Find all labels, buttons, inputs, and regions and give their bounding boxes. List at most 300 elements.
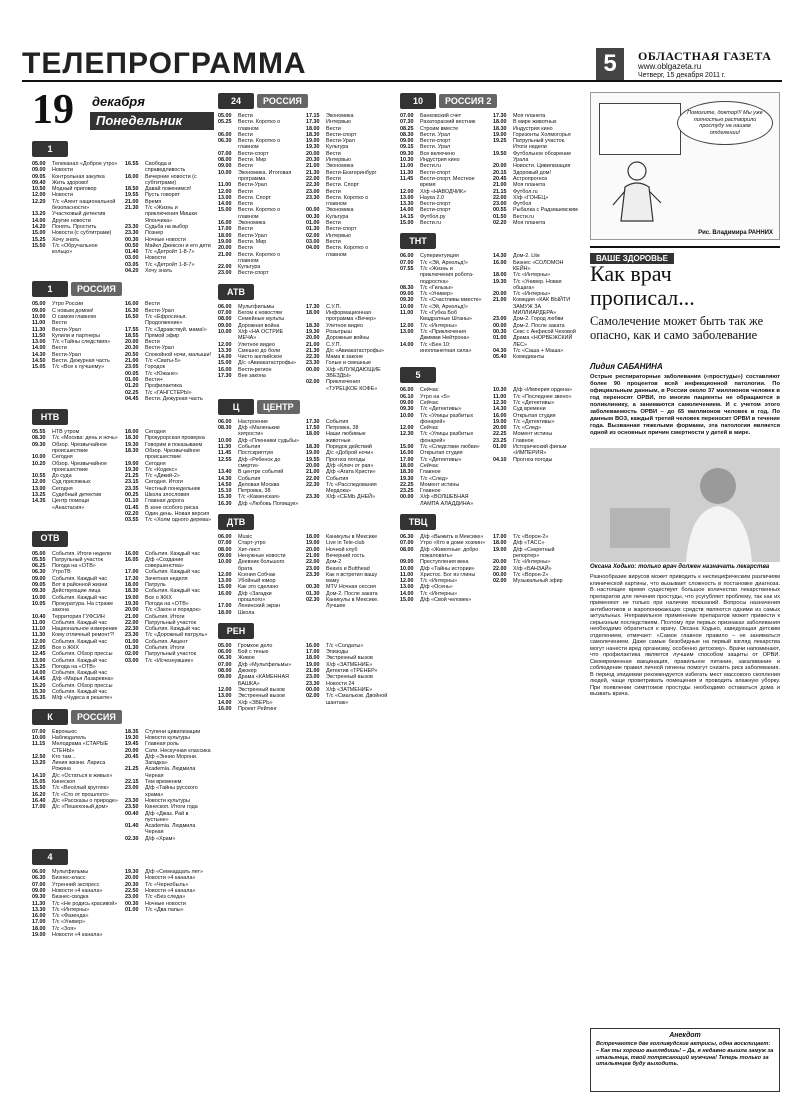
program-time: 04.45	[125, 395, 139, 402]
program-title: Громкое дело	[238, 642, 273, 649]
program-row	[218, 270, 300, 276]
program-title: Сегодня	[145, 460, 166, 467]
program-title: Экономика	[326, 113, 354, 119]
program-time: 23.30	[306, 194, 320, 201]
program-title: Интервью	[326, 232, 351, 239]
program-time: 10.00	[32, 454, 46, 461]
program-time: 22.25	[493, 431, 507, 438]
program-title: Прямой эфир	[145, 332, 180, 339]
program-time: 16.00	[125, 301, 139, 308]
program-time: 18.00	[306, 534, 320, 541]
program-time: 16.00	[218, 705, 232, 712]
program-title: События. Итоги недели	[52, 550, 111, 557]
program-title: Т/с «Счастливы вместе»	[420, 297, 482, 304]
program-title: Профилактика	[145, 383, 182, 390]
channel-logo: 24	[218, 93, 254, 109]
program-time: 12.45	[32, 651, 46, 658]
program-time: 06.00	[400, 387, 414, 394]
article-lead: Острые респираторные заболевания («простуды») составляют более 90 процентов всей инфекционной патологии. По официальным данным, в России около 37 миллионов человек в год переносят ОРВИ, по многие пациенты не обращаются в поликлинику, а занимаются самолечением. И с учетом этого заболеваемость ОРВИ – до 65 миллионов человек в год. По данным ВОЗ, каждый третий человек переносит ОРВИ в течение года. Вызванная тяжелыми формами, эта патология является одной из основных причин смертности у детей в мире.	[590, 374, 780, 436]
program-time: 10.30	[400, 157, 414, 164]
program-time: 17.00	[306, 649, 320, 656]
program-list	[493, 253, 580, 360]
program-time: 14.00	[218, 699, 232, 706]
program-time: 17.00	[493, 534, 507, 541]
program-title: Погода на «ОТВ»	[52, 563, 96, 570]
program-title: Вести-спорт	[238, 150, 269, 157]
program-time: 19.00	[125, 594, 139, 601]
program-time: 04.30	[493, 347, 507, 354]
program-row	[125, 396, 212, 402]
program-time: 17.50	[306, 425, 320, 432]
program-title: Т/с «ГАНГСТЕРЫ»	[145, 389, 192, 396]
program-title: Т/с «Детройт 1-8-7»	[145, 261, 195, 268]
program-title: Academia. Людмила Черная	[145, 766, 196, 779]
program-title: До суда	[52, 473, 72, 480]
channel-header	[32, 708, 212, 726]
program-title: Вести	[238, 113, 253, 119]
program-time: 06.30	[218, 138, 232, 145]
program-title: Экономика	[326, 163, 354, 170]
program-time: 15.50	[32, 785, 46, 792]
program-title: Ночной клуб	[326, 546, 358, 553]
program-time: 08.25	[400, 125, 414, 132]
date-weekday: Понедельник	[90, 112, 214, 130]
program-time: 11.30	[32, 900, 46, 907]
program-title: Д/с «Доброй ночи»	[326, 450, 374, 457]
channel-header	[218, 92, 388, 110]
program-time: 12.00	[218, 686, 232, 693]
program-title: Д/ф «Тайны русского храма»	[145, 785, 198, 798]
program-title: Т/с «Обручальное кольцо»	[52, 242, 98, 256]
program-time: 03.00	[125, 657, 139, 664]
program-time: 13.25	[32, 492, 46, 499]
program-title: Т/с «Детективы»	[513, 399, 555, 406]
program-time: 23.30	[306, 360, 320, 367]
date-banner	[32, 87, 212, 133]
program-title: Настроение	[238, 418, 269, 425]
program-title: Д/ф «Тайны истории»	[420, 565, 475, 572]
program-time: 20.30	[125, 345, 139, 352]
program-row	[218, 252, 300, 265]
program-time: 17.00	[125, 569, 139, 576]
program-title: Новости культуры	[145, 734, 190, 741]
program-title: Экстренный вызов	[326, 674, 373, 681]
program-time: 07.00	[32, 728, 46, 735]
program-title: Главная дорога	[145, 498, 184, 505]
program-list	[306, 534, 388, 616]
program-title: Петровка, 38	[238, 488, 271, 495]
program-time: 18.00	[493, 272, 507, 279]
program-time: 14.15	[400, 213, 414, 220]
program-time: 10.00	[400, 565, 414, 572]
program-title: Новости. Цивилизация	[513, 163, 571, 170]
program-title: Д/ф «Животные: добро пожаловать»	[420, 546, 479, 559]
program-title: Дорожные войны	[326, 335, 370, 342]
program-title: Индустрия кино	[513, 125, 553, 132]
program-time: 10.00	[400, 303, 414, 310]
program-time: 15.05	[32, 364, 46, 371]
program-title: Пусть говорят	[145, 192, 180, 199]
program-time: 21.25	[125, 766, 139, 773]
program-time: 13.30	[400, 201, 414, 208]
program-row	[400, 413, 487, 426]
program-time: 19.55	[125, 192, 139, 199]
article-headline: Как врач прописал...	[590, 261, 695, 310]
program-time: 00.00	[493, 571, 507, 578]
program-title: Т/с «Кодекс»	[145, 466, 178, 473]
program-time: 21.00	[306, 668, 320, 675]
program-time: 22.00	[493, 565, 507, 572]
schedule-column-c	[400, 92, 580, 1092]
program-list	[493, 534, 580, 603]
channel-logo: РЕН	[218, 623, 254, 639]
channel-header	[400, 366, 580, 384]
program-time: 13.00	[400, 194, 414, 201]
program-title: Экстренный вызов	[238, 686, 285, 693]
program-time: 16.40	[32, 797, 46, 804]
program-time: 19.30	[125, 441, 139, 448]
program-title: Другие новости	[52, 217, 91, 224]
program-time: 11.30	[400, 169, 414, 176]
program-title: Все включено	[420, 150, 455, 157]
program-time: 20.00	[306, 546, 320, 553]
program-title: Т/с «Исчезнувшие»	[145, 657, 194, 664]
program-time: 11.00	[32, 320, 46, 327]
program-time: 08.00	[400, 546, 414, 553]
program-title: Х/ф «ВОЛШЕБНАЯ ЛАМПА АЛАДДИНА»	[420, 494, 474, 507]
program-time: 17.00	[32, 919, 46, 926]
program-title: Новости (с субтитрами)	[52, 230, 112, 237]
program-time: 10.00	[32, 734, 46, 741]
channel-logo: ТВЦ	[400, 514, 436, 530]
program-time: 06.00	[218, 418, 232, 425]
channel-block	[32, 708, 212, 842]
program-time: 05.00	[32, 161, 46, 167]
program-time: 16.55	[125, 161, 139, 167]
program-time: 16.20	[32, 791, 46, 798]
program-time: 06.30	[32, 875, 46, 882]
program-list	[218, 304, 300, 392]
program-time: 12.00	[218, 571, 232, 578]
program-title: Постскриптум	[238, 450, 273, 457]
program-time: 07.00	[400, 540, 414, 547]
program-title: Вести. Мир	[238, 238, 267, 245]
program-title: Music	[238, 534, 253, 541]
program-time: 18.30	[306, 322, 320, 329]
program-title: В мире животных	[513, 119, 557, 126]
program-time: 22.25	[400, 481, 414, 488]
program-row	[32, 695, 119, 701]
program-title: Т/с «Смальков. Двойной шантаж»	[326, 693, 388, 706]
program-title: Вести	[238, 201, 253, 208]
program-time: 14.30	[32, 351, 46, 358]
program-title: Вечерние новости (с субтитрами)	[145, 173, 197, 186]
program-time: 11.50	[32, 332, 46, 339]
program-title: Мелодрама «СТАРЫЕ СТЕНЫ»	[52, 741, 109, 754]
program-time: 05.00	[218, 113, 232, 119]
program-title: Петровка, 38	[326, 425, 359, 432]
program-title: Вести. Урал	[420, 131, 451, 138]
program-row	[32, 932, 119, 938]
program-row	[218, 559, 300, 572]
program-time: 06.00	[218, 303, 232, 310]
program-title: Живое	[238, 655, 255, 662]
program-time: 14.00	[400, 590, 414, 597]
program-time: 23.30	[306, 494, 320, 501]
program-time: 19.55	[306, 456, 320, 463]
program-row	[125, 907, 212, 913]
program-title: Д/ф «Секретный репортер»	[513, 546, 555, 559]
channel-block	[400, 232, 580, 360]
program-time: 09.00	[400, 138, 414, 145]
program-title: Улетное видео	[326, 322, 363, 329]
program-time: 08.30	[218, 425, 232, 432]
program-time: 21.00	[125, 198, 139, 205]
program-title: Приключения «ТУРЕЦКОЕ КОФЕ»	[326, 379, 378, 392]
date-month: декабря	[92, 94, 145, 109]
program-time: 20.30	[306, 157, 320, 164]
program-time: 23.25	[493, 437, 507, 444]
program-time: 23.15	[125, 479, 139, 486]
channel-header	[32, 530, 212, 548]
channel-logo: АТВ	[218, 284, 254, 300]
program-time: 00.55	[493, 207, 507, 214]
program-title: Т/с «Сто от прошлого»	[52, 791, 109, 798]
program-title: Т/с «Не родись красивой»	[52, 900, 118, 907]
program-title: Интервью	[326, 157, 351, 164]
program-time: 20.15	[493, 169, 507, 176]
program-title: Наблюдатель	[52, 734, 87, 741]
program-title: Модный приговор	[52, 186, 97, 193]
program-title: Вести-Урал	[326, 138, 355, 145]
program-title: Чисто английское	[238, 354, 283, 361]
program-title: Школа злословия	[145, 492, 190, 499]
program-time: 18.00	[218, 609, 232, 616]
program-time: 11.15	[32, 741, 46, 748]
program-row	[125, 811, 212, 824]
program-time: 04.10	[493, 456, 507, 463]
program-time: 08.00	[218, 157, 232, 164]
program-title: Моя планета	[513, 220, 546, 227]
program-row	[125, 268, 212, 274]
program-time: 20.45	[125, 753, 139, 760]
program-time: 19.00	[493, 418, 507, 425]
program-time: 17.30	[306, 418, 320, 425]
program-time: 17.55	[125, 326, 139, 333]
program-title: Т/с «Последнее звено»	[513, 393, 572, 400]
program-time: 15.00	[32, 230, 46, 237]
program-title: Т/с «Детективы»	[513, 418, 555, 425]
program-time: 10.00	[218, 559, 232, 566]
program-title: Старт-утро	[238, 540, 266, 547]
program-time: 19.30	[125, 466, 139, 473]
program-title: Банковский счет	[420, 113, 462, 119]
program-row	[493, 457, 580, 463]
program-time: 10.55	[32, 473, 46, 480]
program-time: 19.00	[306, 138, 320, 145]
program-title: Вести	[326, 150, 341, 157]
program-time: 18.00	[493, 119, 507, 126]
program-time: 21.00	[306, 163, 320, 170]
program-time: 11.00	[493, 393, 507, 400]
program-time: 08.00	[218, 316, 232, 323]
program-time: 17.30	[493, 113, 507, 119]
program-time: 00.40	[125, 810, 139, 817]
program-time: 17.00	[32, 804, 46, 811]
program-time: 17.30	[125, 575, 139, 582]
program-time: 23.00	[125, 785, 139, 792]
program-time: 14.30	[493, 406, 507, 413]
program-title: Д/ф «Ребенок до смерти»	[238, 456, 281, 469]
program-time: 19.30	[493, 278, 507, 285]
program-time: 15.30	[218, 494, 232, 501]
program-title: Вот в районной жизни	[52, 582, 108, 589]
program-list	[32, 301, 119, 402]
program-title: Вести-спорт	[420, 207, 451, 214]
program-list	[125, 301, 212, 402]
program-time: 10.00	[32, 313, 46, 320]
program-title: Т/с «Интерны»	[420, 322, 458, 329]
channel-name: ЦЕНТР	[257, 400, 300, 414]
program-title: Ночные новости	[145, 236, 186, 243]
program-list	[306, 643, 388, 712]
program-title: Кинескоп. Итоги года	[145, 804, 198, 811]
program-title: Вести-спорт	[420, 201, 451, 208]
program-time: 12.00	[32, 479, 46, 486]
program-title: Главное	[513, 437, 534, 444]
program-title: Новости	[52, 192, 73, 199]
program-title: Открытая студия	[420, 450, 463, 457]
program-title: Вести-спорт	[420, 138, 451, 145]
channel-header	[32, 848, 212, 866]
masthead	[22, 48, 782, 82]
program-list	[32, 869, 119, 938]
program-time: 12.00	[400, 578, 414, 585]
section-title: ТЕЛЕПРОГРАММА	[22, 47, 307, 80]
program-time: 17.30	[306, 303, 320, 310]
program-title: Патрульный участок. Итоги недели	[513, 138, 566, 151]
program-title: Дом-2	[326, 559, 342, 566]
program-time: 14.20	[32, 223, 46, 230]
program-title: Прогноз погоды	[513, 456, 553, 463]
program-time: 03.00	[306, 238, 320, 245]
program-row	[306, 431, 388, 444]
program-time: 03.05	[125, 261, 139, 268]
program-title: События. Итоги	[145, 613, 185, 620]
program-time: 10.00	[400, 412, 414, 419]
program-row	[32, 601, 119, 614]
program-title: Новости 24	[326, 680, 355, 687]
cartoon-caption: Рис. Владимира РАННИХ	[698, 230, 773, 236]
program-time: 10.40	[32, 613, 46, 620]
program-list	[493, 113, 580, 226]
program-title: Д/ф «Семнадцать лет»	[145, 869, 203, 876]
program-title: Комедия «КАК ВЫЙТИ ЗАМУЖ ЗА МИЛЛИАРДЕРА»	[513, 297, 571, 317]
program-time: 17.30	[306, 119, 320, 126]
program-title: В центре событий	[238, 469, 284, 476]
program-time: 12.50	[32, 753, 46, 760]
program-time: 13.20	[32, 211, 46, 218]
program-title: Вести. Коротко о главном	[238, 138, 281, 151]
program-time: 09.05	[32, 173, 46, 180]
program-title: Сегодня	[145, 429, 166, 436]
program-title: Х/ф «НАВОДЧИК»	[420, 188, 467, 195]
program-time: 11.45	[400, 175, 414, 182]
program-title: Экстренный вызов	[326, 655, 373, 662]
program-title: Национальное измерение	[52, 626, 118, 633]
program-title: Преступления века	[420, 559, 469, 566]
program-time: 18.30	[125, 588, 139, 595]
program-title: Рыбалка с Радзишевским	[513, 207, 578, 214]
program-title: Т/с «Ефросинья. Продолжение»	[145, 313, 187, 327]
program-row	[125, 517, 212, 523]
program-time: 20.00	[306, 335, 320, 342]
program-row	[32, 199, 119, 212]
program-time: 07.00	[218, 310, 232, 317]
program-time: 03.55	[125, 517, 139, 524]
program-time: 01.10	[125, 498, 139, 505]
program-time: 09.00	[32, 167, 46, 174]
program-time: 16.00	[493, 259, 507, 266]
program-time: 20.45	[493, 175, 507, 182]
program-row	[400, 176, 487, 189]
program-title: Интервью	[326, 119, 351, 126]
channel-logo: ДТВ	[218, 514, 254, 530]
program-title: Д/ф «Храм»	[145, 835, 176, 842]
program-title: Вести.ru	[420, 163, 442, 170]
program-list	[400, 387, 487, 507]
program-title: Кому отличный ремонт?!	[52, 632, 115, 639]
program-time: 18.30	[400, 469, 414, 476]
program-time: 02.20	[493, 220, 507, 227]
program-title: Вести-спорт. Местное время	[420, 175, 475, 189]
program-time: 21.15	[493, 188, 507, 195]
program-time: 10.05	[32, 600, 46, 607]
program-time: 04.20	[125, 268, 139, 275]
program-title: Участковый детектив	[52, 211, 106, 218]
program-row	[125, 161, 212, 174]
program-title: События. Каждый час	[52, 670, 108, 677]
program-title: Наука 2.0	[420, 194, 444, 201]
program-time: 13.00	[218, 693, 232, 700]
program-title: Ночные новости	[145, 900, 186, 907]
program-title: Х/ф «БАНЗАЙ»	[513, 565, 552, 572]
program-title: Все о ЖКХ	[52, 645, 79, 651]
program-row	[218, 706, 300, 712]
program-title: Наши любимые животные	[326, 431, 366, 444]
program-time: 12.00	[400, 322, 414, 329]
program-title: Рахатораский вестник	[420, 119, 476, 126]
program-time: 06.00	[218, 131, 232, 138]
program-time: 02.00	[125, 651, 139, 658]
program-time: 20.00	[125, 607, 139, 614]
program-title: Т/с «Все к лучшему»	[52, 364, 105, 371]
program-title: Вести	[238, 245, 253, 252]
program-title: Т/с «Солдаты»	[326, 642, 364, 649]
program-time: 14.30	[218, 475, 232, 482]
program-title: Семейные мульты	[238, 316, 285, 323]
program-time: 15.30	[32, 689, 46, 696]
program-time: 18.30	[306, 131, 320, 138]
program-title: Бегом к новостям	[238, 310, 283, 317]
program-title: Индустрия кино	[420, 157, 460, 164]
program-title: Дом-2. Город любви	[513, 316, 564, 323]
program-time: 02.20	[125, 510, 139, 517]
program-time: 23.00	[306, 565, 320, 572]
program-time: 21.30	[125, 205, 139, 212]
program-time: 15.35	[32, 695, 46, 702]
program-time: 22.30	[306, 354, 320, 361]
